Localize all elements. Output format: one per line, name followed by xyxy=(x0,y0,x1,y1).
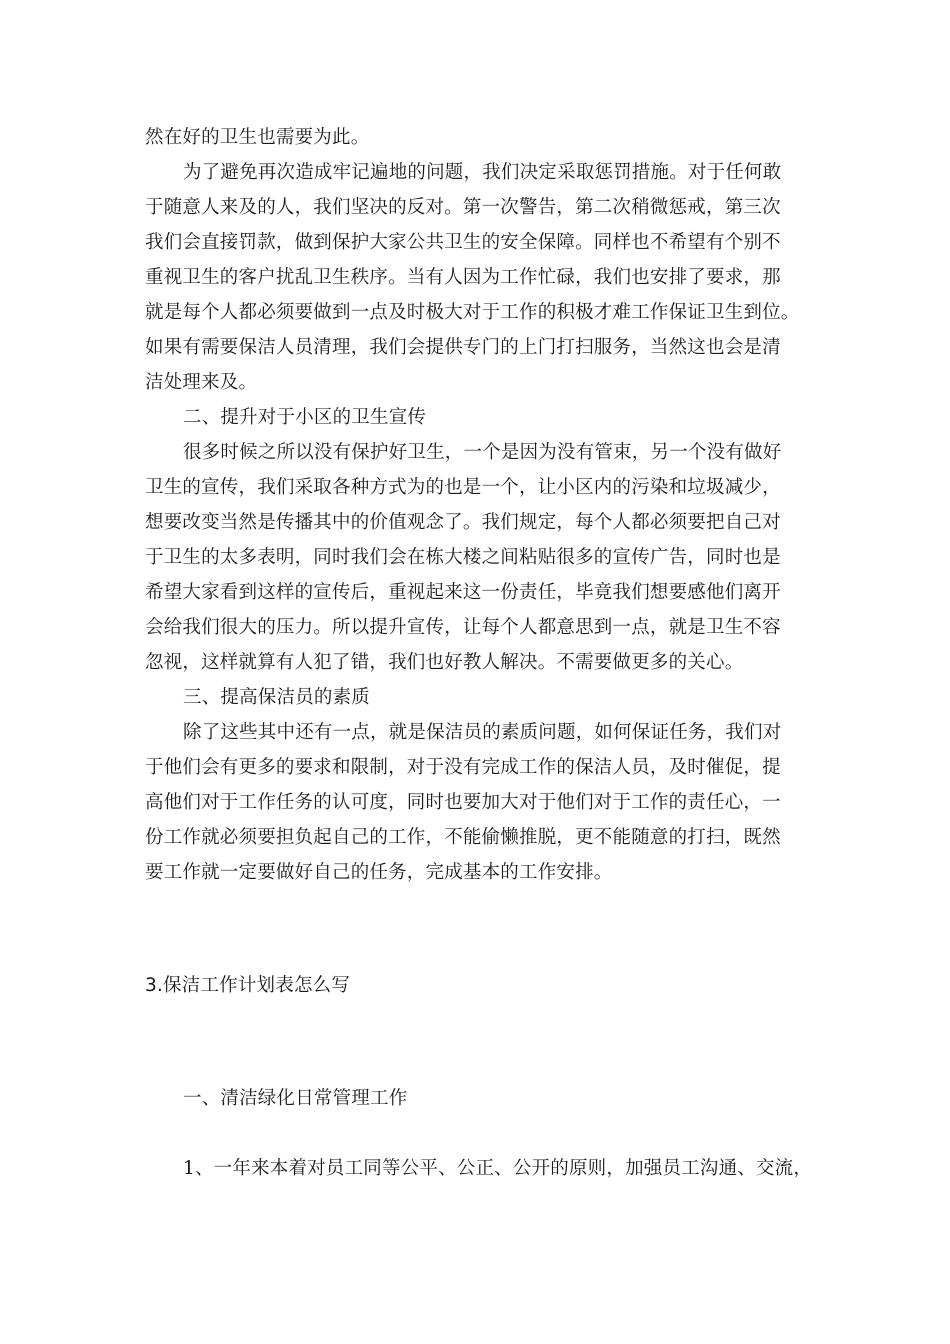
paragraph-line: 于卫生的太多表明，同时我们会在栋大楼之间粘贴很多的宣传广告，同时也是 xyxy=(145,547,781,568)
paragraph-line: 然在好的卫生也需要为此。 xyxy=(145,127,370,148)
section-title: 3.保洁工作计划表怎么写 xyxy=(145,975,351,996)
paragraph-line: 很多时候之所以没有保护好卫生，一个是因为没有管束，另一个没有做好 xyxy=(183,442,782,463)
paragraph-line: 希望大家看到这样的宣传后，重视起来这一份责任，毕竟我们想要感他们离开 xyxy=(145,582,781,603)
paragraph-line: 我们会直接罚款，做到保护大家公共卫生的安全保障。同样也不希望有个别不 xyxy=(145,232,781,253)
paragraph-line: 就是每个人都必须要做到一点及时极大对于工作的积极才难工作保证卫生到位。 xyxy=(145,302,800,323)
paragraph-line: 想要改变当然是传播其中的价值观念了。我们规定，每个人都必须要把自己对 xyxy=(145,512,781,533)
paragraph-line: 洁处理来及。 xyxy=(145,372,258,393)
paragraph-line: 忽视，这样就算有人犯了错，我们也好教人解决。不需要做更多的关心。 xyxy=(145,652,744,673)
paragraph-line: 高他们对于工作任务的认可度，同时也要加大对于他们对于工作的责任心，一 xyxy=(145,792,781,813)
paragraph-line: 份工作就必须要担负起自己的工作，不能偷懒推脱，更不能随意的打扫，既然 xyxy=(145,827,781,848)
paragraph-line: 于他们会有更多的要求和限制，对于没有完成工作的保洁人员，及时催促，提 xyxy=(145,757,781,778)
paragraph-line: 1、一年来本着对员工同等公平、公正、公开的原则，加强员工沟通、交流， xyxy=(183,1158,813,1179)
paragraph-line: 会给我们很大的压力。所以提升宣传，让每个人都意思到一点，就是卫生不容 xyxy=(145,617,781,638)
subsection-heading: 一、清洁绿化日常管理工作 xyxy=(183,1088,408,1109)
paragraph-line: 为了避免再次造成牢记遍地的问题，我们决定采取惩罚措施。对于任何敢 xyxy=(183,162,782,183)
paragraph-line: 于随意人来及的人，我们坚决的反对。第一次警告，第二次稍微惩戒，第三次 xyxy=(145,197,781,218)
section-heading: 三、提高保洁员的素质 xyxy=(183,687,371,708)
section-heading: 二、提升对于小区的卫生宣传 xyxy=(183,407,427,428)
paragraph-line: 除了这些其中还有一点，就是保洁员的素质问题，如何保证任务，我们对 xyxy=(183,722,782,743)
paragraph-line: 重视卫生的客户扰乱卫生秩序。当有人因为工作忙碌，我们也安排了要求，那 xyxy=(145,267,781,288)
paragraph-line: 要工作就一定要做好自己的任务，完成基本的工作安排。 xyxy=(145,862,613,883)
paragraph-line: 如果有需要保洁人员清理，我们会提供专门的上门打扫服务，当然这也会是清 xyxy=(145,337,781,358)
paragraph-line: 卫生的宣传，我们采取各种方式为的也是一个，让小区内的污染和垃圾减少， xyxy=(145,477,781,498)
